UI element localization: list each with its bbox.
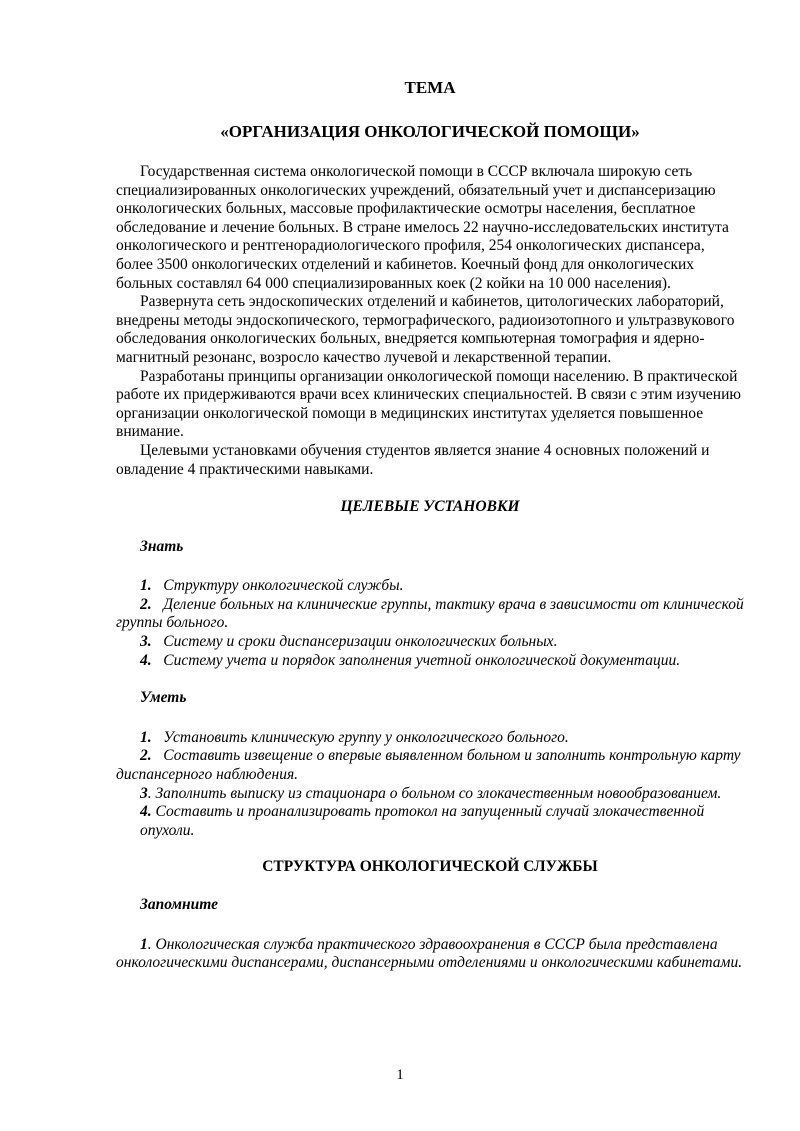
can-item-1 [116, 729, 744, 748]
can-label: Уметь [140, 689, 187, 707]
document-title: «ОРГАНИЗАЦИЯ ОНКОЛОГИЧЕСКОЙ ПОМОЩИ» [220, 122, 640, 141]
know-list [116, 577, 744, 670]
know-item-text: Систему учета и порядок заполнения учетной онкологической документации. [163, 651, 681, 669]
can-item-text: Составить извещение о впервые выявленном больном и заполнить контрольную карту диспансерного наблюдения. [116, 747, 741, 784]
can-item-number: 4. [140, 803, 152, 821]
structure-heading: СТРУКТУРА ОНКОЛОГИЧЕСКОЙ СЛУЖБЫ [262, 858, 598, 876]
can-item-4 [116, 803, 744, 840]
know-item-2 [116, 596, 744, 633]
know-item-text: Систему и сроки диспансеризации онкологических больных. [163, 633, 558, 651]
know-item-number: 1. [140, 577, 152, 595]
can-item-number: 1. [140, 728, 152, 746]
can-item-text: . Заполнить выписку из стационара о больном со злокачественным новообразованием. [147, 784, 722, 802]
know-item-text: Структуру онкологической службы. [163, 577, 404, 595]
can-item-text: Составить и проанализировать протокол на запущенный случай злокачественной опухоли. [140, 803, 705, 839]
can-item-number: 2. [140, 747, 152, 765]
know-item-3 [116, 633, 744, 652]
know-item-number: 3. [140, 633, 152, 651]
know-item-number: 2. [140, 595, 152, 613]
intro-paragraph-3: Разработаны принципы организации онкологической помощи населению. В практической работе их придерживаются врачи всех клинических специальностей. В связи с этим изучению организации онкологической помощи в медицинских институтах уделяется повышенное внимание. [116, 367, 741, 441]
structure-item-text: . Онкологическая служба практического здравоохранения в СССР была представлена онкологическими диспансерами, диспансерными отделениями и онкологическими кабинетами. [116, 935, 743, 972]
topic-heading: ТЕМА [404, 78, 456, 97]
can-item-number: 3 [140, 784, 148, 802]
can-list [116, 729, 744, 841]
page-number: 1 [396, 1067, 404, 1083]
main-body [116, 163, 744, 973]
structure-item-1 [116, 936, 744, 973]
goals-heading: ЦЕЛЕВЫЕ УСТАНОВКИ [340, 498, 520, 516]
know-item-number: 4. [140, 651, 152, 669]
structure-item-number: 1 [140, 935, 148, 953]
can-item-3 [116, 785, 744, 804]
intro-paragraph-4: Целевыми установками обучения студентов является знание 4 основных положений и овладение 4 практическими навыками. [116, 441, 710, 478]
know-item-4 [116, 652, 744, 671]
know-item-1 [116, 577, 744, 596]
can-item-2 [116, 747, 744, 784]
know-item-text: Деление больных на клинические группы, тактику врача в зависимости от клинической группы больного. [116, 595, 744, 632]
know-label: Знать [140, 537, 184, 555]
can-item-text: Установить клиническую группу у онкологического больного. [163, 728, 569, 746]
intro-paragraph-1: Государственная система онкологической помощи в СССР включала широкую сеть специализированных онкологических учреждений, обязательный учет и диспансеризацию онкологических больных, массовые профилактические осмотры населения, бесплатное обследование и лечение больных. В стране имелось 22 научно-исследовательских института онкологического и рентгенорадиологического профиля, 254 онкологических диспансера, более 3500 онкологических отделений и кабинетов. Коечный фонд для онкологических больных составлял 64 000 специализированных коек (2 койки на 10 000 населения). [116, 163, 729, 292]
remember-label: Запомните [140, 896, 218, 913]
intro-paragraph-2: Развернута сеть эндоскопических отделений и кабинетов, цитологических лабораторий, внедрены методы эндоскопического, термографического, радиоизотопного и ультразвукового обследования онкологических больных, внедряется компьютерная томография и ядерно-магнитный резонанс, возросло качество лучевой и лекарственной терапии. [116, 293, 735, 366]
